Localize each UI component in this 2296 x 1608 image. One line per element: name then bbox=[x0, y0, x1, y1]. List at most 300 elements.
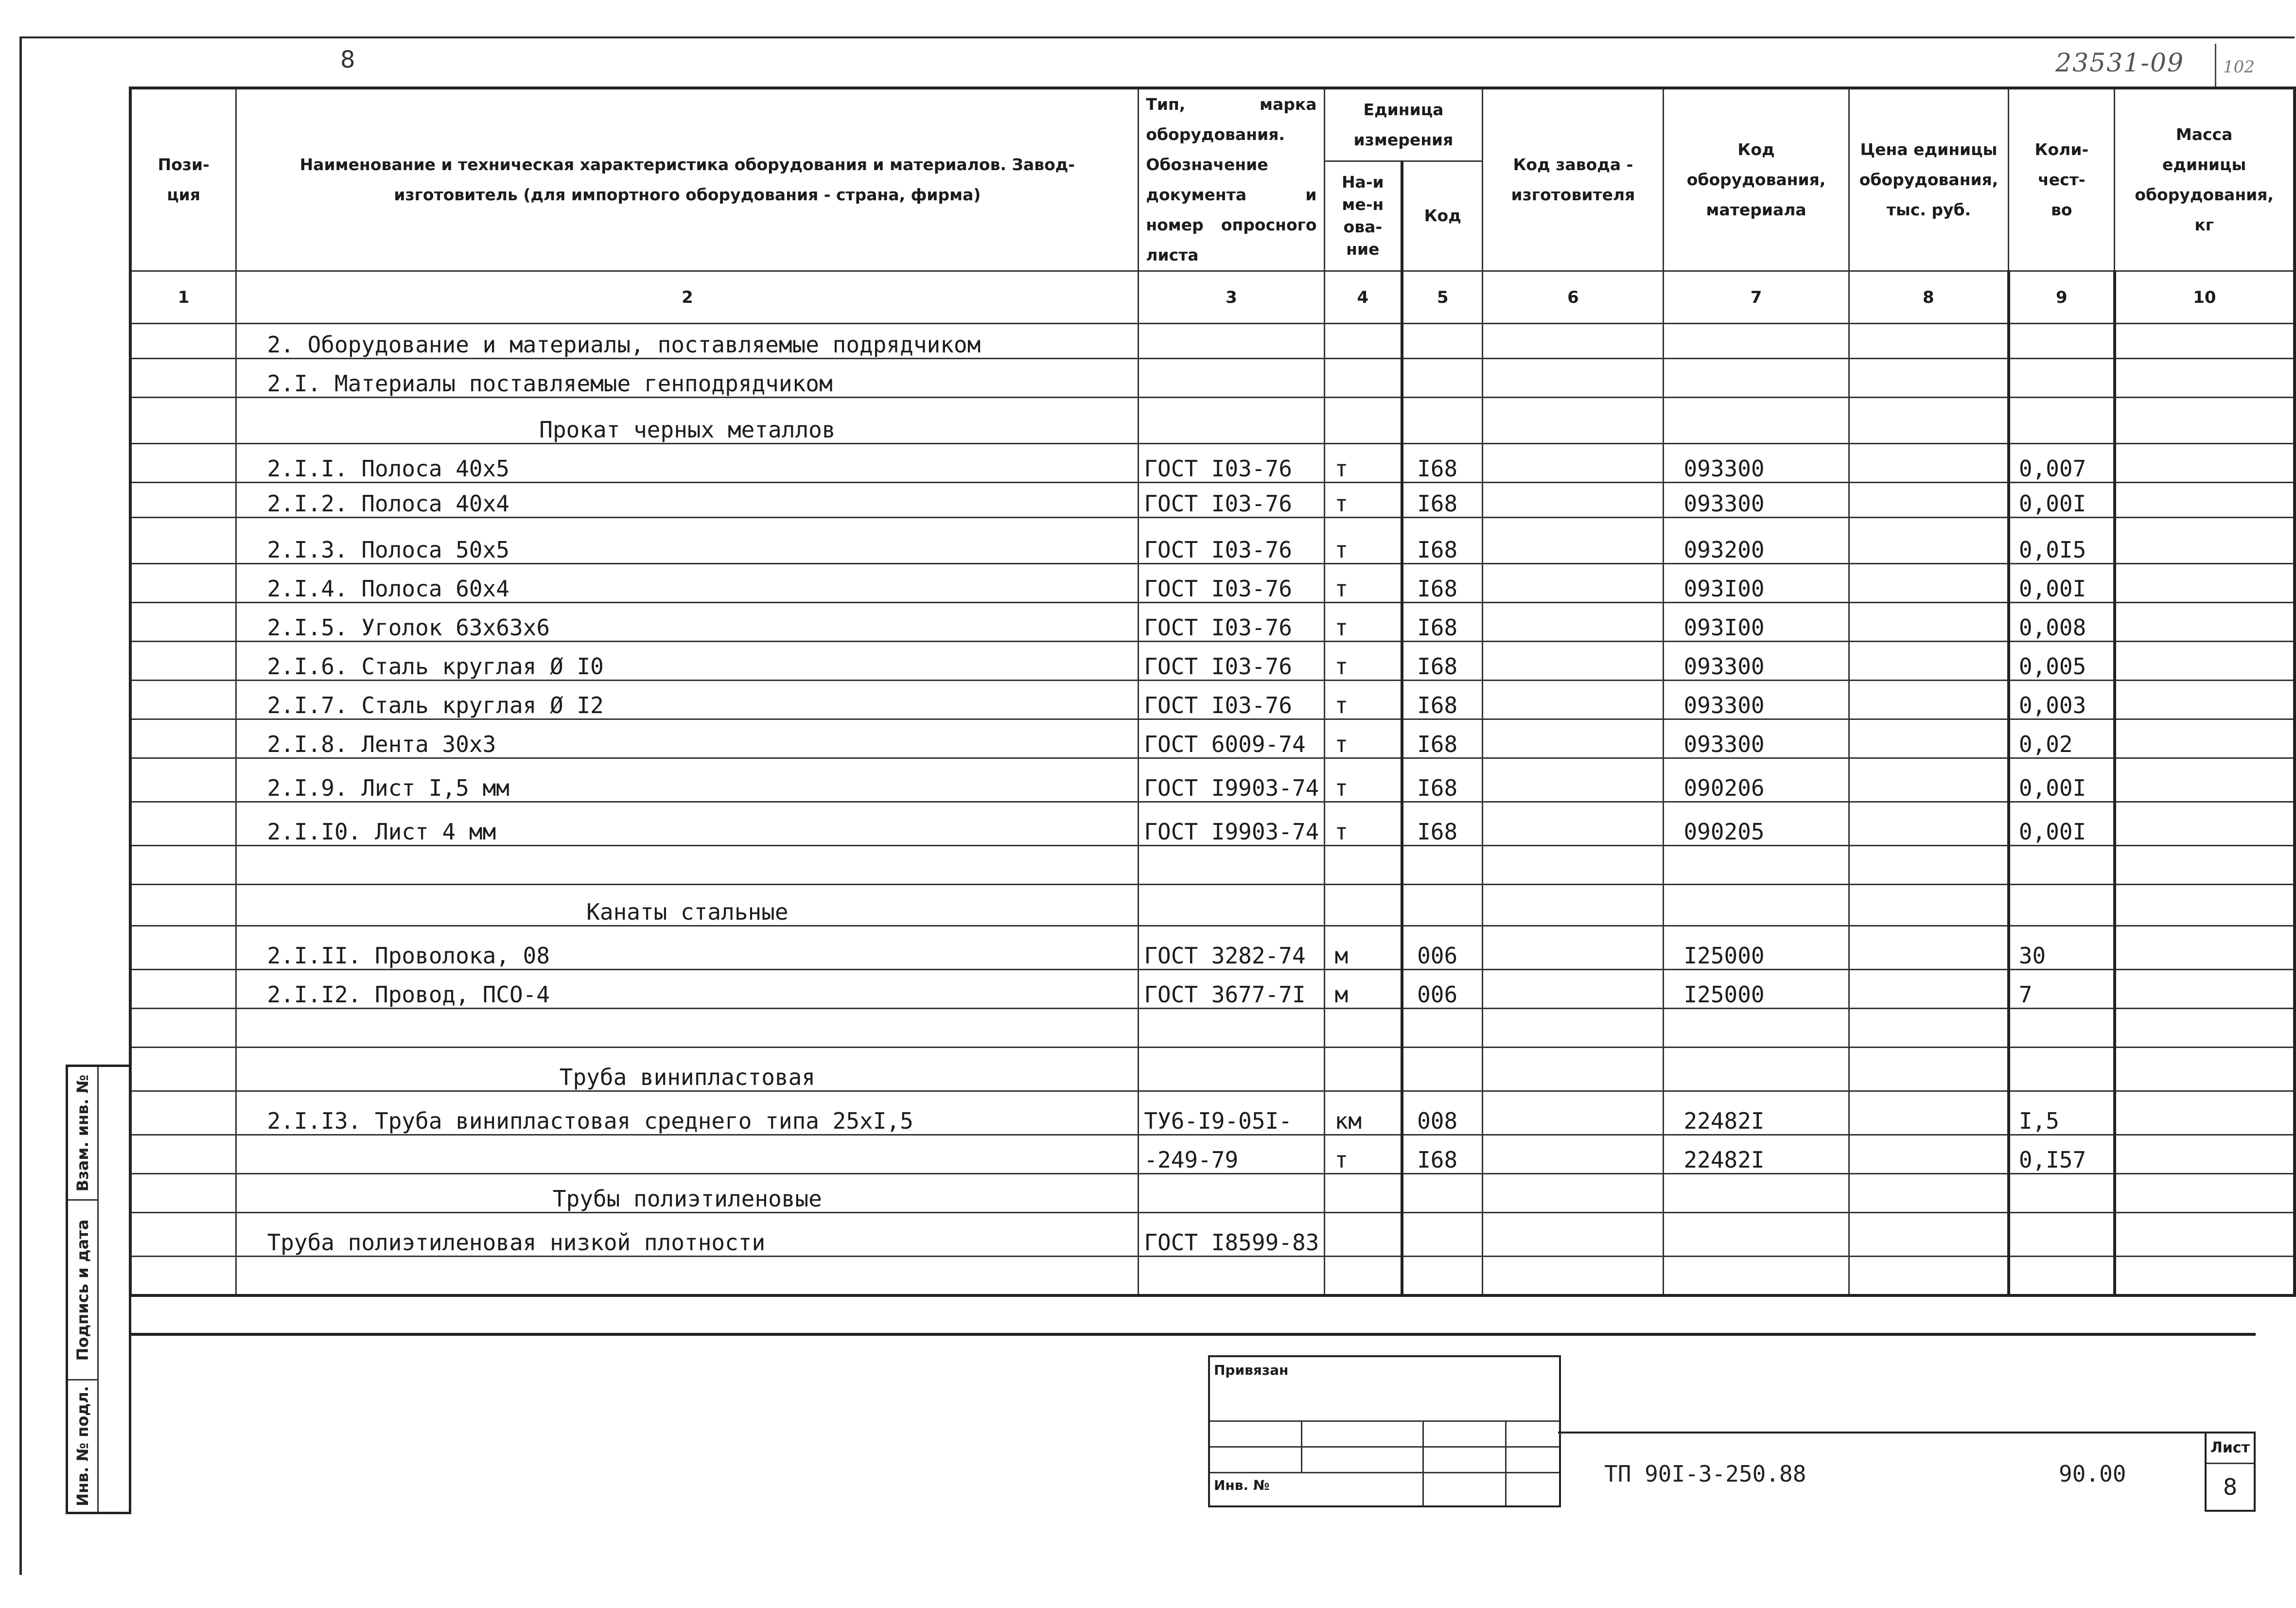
table-row bbox=[130, 518, 2295, 564]
item-unit bbox=[1324, 398, 1402, 444]
item-unit-code: I68 bbox=[1402, 1135, 1483, 1174]
empty-cell bbox=[1483, 970, 1664, 1009]
item-material-code: 093300 bbox=[1664, 483, 1849, 518]
item-unit: км bbox=[1324, 1091, 1402, 1135]
item-quantity: 0,008 bbox=[2009, 603, 2115, 642]
table-row bbox=[130, 1213, 2295, 1257]
attachment-stamp bbox=[1208, 1355, 1561, 1507]
empty-cell bbox=[2115, 324, 2295, 359]
table-row bbox=[130, 681, 2295, 719]
item-quantity: 0,00I bbox=[2009, 758, 2115, 802]
item-unit bbox=[1324, 1048, 1402, 1091]
item-name: Прокат черных металлов bbox=[236, 398, 1139, 444]
item-document bbox=[1139, 1009, 1324, 1048]
item-unit bbox=[1324, 885, 1402, 926]
empty-cell bbox=[130, 846, 236, 885]
col-number: 8 bbox=[1849, 271, 2009, 324]
side-inv-original: Инв. № подл. bbox=[73, 1386, 92, 1506]
empty-cell bbox=[2115, 681, 2295, 719]
item-document: ГОСТ I03-76 bbox=[1139, 564, 1324, 603]
item-unit bbox=[1324, 324, 1402, 359]
item-unit: м bbox=[1324, 926, 1402, 970]
item-quantity bbox=[2009, 398, 2115, 444]
item-name: 2.I. Материалы поставляемые генподрядчиком bbox=[236, 359, 1139, 398]
table-row bbox=[130, 719, 2295, 758]
item-document bbox=[1139, 398, 1324, 444]
item-name: 2.I.9. Лист I,5 мм bbox=[236, 758, 1139, 802]
item-material-code: I25000 bbox=[1664, 970, 1849, 1009]
item-document: ГОСТ I03-76 bbox=[1139, 444, 1324, 483]
col-number: 6 bbox=[1483, 271, 1664, 324]
item-name: Канаты стальные bbox=[236, 885, 1139, 926]
item-quantity bbox=[2009, 1174, 2115, 1213]
item-name: 2.I.I2. Провод, ПСО-4 bbox=[236, 970, 1139, 1009]
item-unit-code bbox=[1402, 398, 1483, 444]
empty-cell bbox=[2115, 719, 2295, 758]
item-unit-code: I68 bbox=[1402, 603, 1483, 642]
item-quantity bbox=[2009, 885, 2115, 926]
title-block-divider bbox=[1558, 1432, 2205, 1433]
empty-cell bbox=[1849, 1048, 2009, 1091]
item-material-code bbox=[1664, 1009, 1849, 1048]
item-name: Труба винипластовая bbox=[236, 1048, 1139, 1091]
item-name: 2.I.4. Полоса 60x4 bbox=[236, 564, 1139, 603]
item-name: 2.I.5. Уголок 63x63x6 bbox=[236, 603, 1139, 642]
item-unit-code: I68 bbox=[1402, 642, 1483, 681]
empty-cell bbox=[2115, 802, 2295, 846]
item-document: ГОСТ I03-76 bbox=[1139, 518, 1324, 564]
table-row bbox=[130, 398, 2295, 444]
empty-cell bbox=[1483, 885, 1664, 926]
item-document: ГОСТ 3677-7I bbox=[1139, 970, 1324, 1009]
item-document bbox=[1139, 885, 1324, 926]
item-name: Трубы полиэтиленовые bbox=[236, 1174, 1139, 1213]
col-header-factory-code: Код завода - изготовителя bbox=[1483, 88, 1664, 271]
item-quantity: 0,02 bbox=[2009, 719, 2115, 758]
empty-cell bbox=[1483, 1009, 1664, 1048]
item-unit: т bbox=[1324, 564, 1402, 603]
item-name: 2.I.7. Сталь круглая Ø I2 bbox=[236, 681, 1139, 719]
item-unit: т bbox=[1324, 1135, 1402, 1174]
empty-cell bbox=[1849, 564, 2009, 603]
empty-cell bbox=[1483, 564, 1664, 603]
item-quantity: 0,00I bbox=[2009, 483, 2115, 518]
empty-cell bbox=[1849, 603, 2009, 642]
empty-cell bbox=[1849, 1135, 2009, 1174]
empty-cell bbox=[1849, 444, 2009, 483]
item-material-code bbox=[1664, 1174, 1849, 1213]
item-material-code: 22482I bbox=[1664, 1091, 1849, 1135]
item-unit-code bbox=[1402, 324, 1483, 359]
item-name: 2.I.3. Полоса 50x5 bbox=[236, 518, 1139, 564]
empty-cell bbox=[1849, 681, 2009, 719]
item-document: ГОСТ I9903-74 bbox=[1139, 802, 1324, 846]
empty-cell bbox=[2115, 926, 2295, 970]
empty-cell bbox=[1483, 444, 1664, 483]
empty-cell bbox=[2115, 518, 2295, 564]
item-unit bbox=[1324, 1009, 1402, 1048]
item-quantity: 30 bbox=[2009, 926, 2115, 970]
empty-cell bbox=[2115, 444, 2295, 483]
empty-cell bbox=[130, 1213, 236, 1257]
item-document: ГОСТ 3282-74 bbox=[1139, 926, 1324, 970]
attached-label: Привязан bbox=[1209, 1356, 1560, 1421]
empty-cell bbox=[1849, 1213, 2009, 1257]
item-unit-code: I68 bbox=[1402, 719, 1483, 758]
item-unit-code bbox=[1402, 1257, 1483, 1295]
table-row bbox=[130, 642, 2295, 681]
item-material-code: 093300 bbox=[1664, 444, 1849, 483]
empty-cell bbox=[2115, 603, 2295, 642]
item-material-code: 090205 bbox=[1664, 802, 1849, 846]
side-approval-strip bbox=[66, 1065, 131, 1514]
project-designation: ТП 90I-3-250.88 bbox=[1604, 1461, 1806, 1487]
empty-cell bbox=[2115, 1091, 2295, 1135]
empty-cell bbox=[130, 719, 236, 758]
document-number: 23531-09 bbox=[2055, 49, 2185, 78]
empty-cell bbox=[130, 885, 236, 926]
col-header-mass: Масса единицы оборудования, кг bbox=[2115, 88, 2295, 271]
item-unit bbox=[1324, 359, 1402, 398]
item-quantity: 0,003 bbox=[2009, 681, 2115, 719]
item-unit: т bbox=[1324, 483, 1402, 518]
item-document bbox=[1139, 1048, 1324, 1091]
corner-number: 102 bbox=[2215, 44, 2249, 87]
side-signature-date: Подпись и дата bbox=[68, 1201, 97, 1381]
empty-cell bbox=[2115, 398, 2295, 444]
item-name: 2.I.I3. Труба винипластовая среднего типа 25xI,5 bbox=[236, 1091, 1139, 1135]
item-unit-code: I68 bbox=[1402, 681, 1483, 719]
item-quantity bbox=[2009, 324, 2115, 359]
col-header-price: Цена единицы оборудования, тыс. руб. bbox=[1849, 88, 2009, 271]
empty-cell bbox=[1849, 719, 2009, 758]
item-unit-code bbox=[1402, 1174, 1483, 1213]
item-unit: т bbox=[1324, 642, 1402, 681]
empty-cell bbox=[1849, 642, 2009, 681]
empty-cell bbox=[1483, 1048, 1664, 1091]
table-row bbox=[130, 324, 2295, 359]
item-material-code: I25000 bbox=[1664, 926, 1849, 970]
item-unit-code: 006 bbox=[1402, 926, 1483, 970]
item-quantity: 0,0I5 bbox=[2009, 518, 2115, 564]
item-unit-code bbox=[1402, 846, 1483, 885]
item-name: 2.I.I. Полоса 40x5 bbox=[236, 444, 1139, 483]
col-number: 1 bbox=[130, 271, 236, 324]
item-name: 2.I.2. Полоса 40x4 bbox=[236, 483, 1139, 518]
item-unit-code bbox=[1402, 1048, 1483, 1091]
empty-cell bbox=[2115, 642, 2295, 681]
empty-cell bbox=[2115, 1009, 2295, 1048]
item-unit bbox=[1324, 1174, 1402, 1213]
col-header-position: Пози- ция bbox=[130, 88, 236, 271]
item-document: ГОСТ I03-76 bbox=[1139, 681, 1324, 719]
empty-cell bbox=[1849, 359, 2009, 398]
empty-cell bbox=[130, 1091, 236, 1135]
item-name bbox=[236, 1009, 1139, 1048]
item-material-code: 093200 bbox=[1664, 518, 1849, 564]
item-document bbox=[1139, 359, 1324, 398]
item-quantity: I,5 bbox=[2009, 1091, 2115, 1135]
table-row bbox=[130, 1091, 2295, 1135]
item-quantity bbox=[2009, 1257, 2115, 1295]
empty-cell bbox=[1849, 398, 2009, 444]
item-document: ГОСТ I9903-74 bbox=[1139, 758, 1324, 802]
empty-cell bbox=[1483, 1257, 1664, 1295]
empty-cell bbox=[130, 359, 236, 398]
item-material-code: 093I00 bbox=[1664, 564, 1849, 603]
empty-cell bbox=[1483, 1135, 1664, 1174]
item-quantity bbox=[2009, 1009, 2115, 1048]
empty-cell bbox=[130, 926, 236, 970]
col-number: 9 bbox=[2009, 271, 2115, 324]
item-name: Труба полиэтиленовая низкой плотности bbox=[236, 1213, 1139, 1257]
empty-cell bbox=[130, 1174, 236, 1213]
empty-cell bbox=[2115, 758, 2295, 802]
empty-cell bbox=[130, 681, 236, 719]
empty-cell bbox=[1849, 970, 2009, 1009]
item-material-code bbox=[1664, 1213, 1849, 1257]
item-unit-code: I68 bbox=[1402, 444, 1483, 483]
empty-cell bbox=[2115, 359, 2295, 398]
section-code: 90.00 bbox=[2059, 1461, 2126, 1487]
empty-cell bbox=[130, 398, 236, 444]
empty-cell bbox=[1849, 885, 2009, 926]
table-row bbox=[130, 758, 2295, 802]
item-quantity bbox=[2009, 1048, 2115, 1091]
col-number: 7 bbox=[1664, 271, 1849, 324]
item-name: 2. Оборудование и материалы, поставляемые подрядчиком bbox=[236, 324, 1139, 359]
table-row bbox=[130, 1257, 2295, 1295]
empty-cell bbox=[1483, 926, 1664, 970]
empty-cell bbox=[1849, 1091, 2009, 1135]
sheet-number: 8 bbox=[2223, 1474, 2238, 1500]
empty-cell bbox=[1483, 802, 1664, 846]
item-quantity: 0,00I bbox=[2009, 564, 2115, 603]
col-header-unit-name: На-име-нова-ние bbox=[1324, 161, 1402, 271]
item-document bbox=[1139, 324, 1324, 359]
item-quantity: 0,I57 bbox=[2009, 1135, 2115, 1174]
item-unit bbox=[1324, 1213, 1402, 1257]
empty-cell bbox=[1483, 758, 1664, 802]
empty-cell bbox=[1849, 324, 2009, 359]
table-row bbox=[130, 444, 2295, 483]
item-unit-code: I68 bbox=[1402, 802, 1483, 846]
empty-cell bbox=[1483, 324, 1664, 359]
table-row bbox=[130, 846, 2295, 885]
item-document bbox=[1139, 846, 1324, 885]
item-unit-code bbox=[1402, 1009, 1483, 1048]
item-material-code: 090206 bbox=[1664, 758, 1849, 802]
empty-cell bbox=[130, 444, 236, 483]
item-document: ГОСТ 6009-74 bbox=[1139, 719, 1324, 758]
col-number: 5 bbox=[1402, 271, 1483, 324]
item-unit-code bbox=[1402, 885, 1483, 926]
empty-cell bbox=[1483, 359, 1664, 398]
item-unit: т bbox=[1324, 518, 1402, 564]
item-quantity: 0,005 bbox=[2009, 642, 2115, 681]
item-material-code: 22482I bbox=[1664, 1135, 1849, 1174]
empty-cell bbox=[1483, 398, 1664, 444]
item-unit bbox=[1324, 846, 1402, 885]
empty-cell bbox=[1849, 1257, 2009, 1295]
empty-cell bbox=[1849, 1174, 2009, 1213]
empty-cell bbox=[2115, 564, 2295, 603]
col-number: 10 bbox=[2115, 271, 2295, 324]
empty-cell bbox=[1483, 483, 1664, 518]
item-unit: т bbox=[1324, 758, 1402, 802]
empty-cell bbox=[1483, 681, 1664, 719]
item-unit-code: 008 bbox=[1402, 1091, 1483, 1135]
item-material-code bbox=[1664, 1048, 1849, 1091]
empty-cell bbox=[1483, 846, 1664, 885]
table-row bbox=[130, 483, 2295, 518]
item-document bbox=[1139, 1257, 1324, 1295]
empty-cell bbox=[1849, 758, 2009, 802]
item-name bbox=[236, 1135, 1139, 1174]
table-row bbox=[130, 1135, 2295, 1174]
empty-cell bbox=[1849, 846, 2009, 885]
empty-cell bbox=[1483, 518, 1664, 564]
empty-cell bbox=[2115, 1174, 2295, 1213]
empty-cell bbox=[1849, 802, 2009, 846]
empty-cell bbox=[2115, 1135, 2295, 1174]
empty-cell bbox=[130, 603, 236, 642]
empty-cell bbox=[130, 1048, 236, 1091]
empty-cell bbox=[2115, 1257, 2295, 1295]
item-document: ГОСТ I03-76 bbox=[1139, 642, 1324, 681]
empty-cell bbox=[130, 518, 236, 564]
empty-cell bbox=[1849, 1009, 2009, 1048]
item-material-code: 093I00 bbox=[1664, 603, 1849, 642]
col-number: 3 bbox=[1139, 271, 1324, 324]
table-row bbox=[130, 1009, 2295, 1048]
item-name bbox=[236, 846, 1139, 885]
col-header-equipment-code: Код оборудования, материала bbox=[1664, 88, 1849, 271]
item-unit-code: I68 bbox=[1402, 483, 1483, 518]
item-material-code: 093300 bbox=[1664, 642, 1849, 681]
col-number: 2 bbox=[236, 271, 1139, 324]
table-row bbox=[130, 1048, 2295, 1091]
empty-cell bbox=[1483, 1091, 1664, 1135]
table-row bbox=[130, 802, 2295, 846]
item-document: ТУ6-I9-05I- bbox=[1139, 1091, 1324, 1135]
item-unit-code: I68 bbox=[1402, 564, 1483, 603]
side-inv-replace: Взам. инв. № bbox=[68, 1067, 97, 1201]
item-document: ГОСТ I03-76 bbox=[1139, 603, 1324, 642]
item-unit-code: 006 bbox=[1402, 970, 1483, 1009]
item-document: -249-79 bbox=[1139, 1135, 1324, 1174]
empty-cell bbox=[1849, 926, 2009, 970]
empty-cell bbox=[130, 758, 236, 802]
item-quantity bbox=[2009, 359, 2115, 398]
table-row bbox=[130, 359, 2295, 398]
table-row bbox=[130, 1174, 2295, 1213]
item-name: 2.I.6. Сталь круглая Ø I0 bbox=[236, 642, 1139, 681]
item-material-code bbox=[1664, 1257, 1849, 1295]
table-row bbox=[130, 564, 2295, 603]
item-name bbox=[236, 1257, 1139, 1295]
item-material-code: 093300 bbox=[1664, 719, 1849, 758]
empty-cell bbox=[2115, 970, 2295, 1009]
empty-cell bbox=[130, 1009, 236, 1048]
item-document: ГОСТ I03-76 bbox=[1139, 483, 1324, 518]
item-material-code bbox=[1664, 324, 1849, 359]
empty-cell bbox=[2115, 1048, 2295, 1091]
empty-cell bbox=[1483, 719, 1664, 758]
table-body bbox=[130, 324, 2295, 1295]
empty-cell bbox=[1483, 603, 1664, 642]
item-unit: т bbox=[1324, 719, 1402, 758]
item-material-code bbox=[1664, 398, 1849, 444]
item-name: 2.I.8. Лента 30x3 bbox=[236, 719, 1139, 758]
inventory-label: Инв. № bbox=[1209, 1473, 1423, 1507]
item-quantity bbox=[2009, 1213, 2115, 1257]
empty-cell bbox=[1483, 1213, 1664, 1257]
col-number: 4 bbox=[1324, 271, 1402, 324]
table-row bbox=[130, 970, 2295, 1009]
item-name: 2.I.I0. Лист 4 мм bbox=[236, 802, 1139, 846]
empty-cell bbox=[130, 802, 236, 846]
empty-cell bbox=[1483, 642, 1664, 681]
col-header-unit-code: Код bbox=[1402, 161, 1483, 271]
empty-cell bbox=[130, 1257, 236, 1295]
item-unit: м bbox=[1324, 970, 1402, 1009]
empty-cell bbox=[1483, 1174, 1664, 1213]
item-unit-code: I68 bbox=[1402, 758, 1483, 802]
empty-cell bbox=[130, 483, 236, 518]
col-header-type: Тип, марка оборудования. Обозначение документа и номер опросного листа bbox=[1139, 88, 1324, 271]
item-unit-code bbox=[1402, 359, 1483, 398]
item-unit: т bbox=[1324, 603, 1402, 642]
item-material-code: 093300 bbox=[1664, 681, 1849, 719]
col-header-name: Наименование и техническая характеристика оборудования и материалов. Завод-изготовитель (для импортного оборудования - страна, фирма) bbox=[236, 88, 1139, 271]
empty-cell bbox=[130, 970, 236, 1009]
item-quantity: 7 bbox=[2009, 970, 2115, 1009]
empty-cell bbox=[130, 324, 236, 359]
empty-cell bbox=[130, 1135, 236, 1174]
table-row bbox=[130, 603, 2295, 642]
item-quantity: 0,00I bbox=[2009, 802, 2115, 846]
col-header-unit: Единица измерения bbox=[1324, 88, 1483, 161]
table-row bbox=[130, 926, 2295, 970]
item-unit: т bbox=[1324, 681, 1402, 719]
item-unit-code bbox=[1402, 1213, 1483, 1257]
item-name: 2.I.II. Проволока, 08 bbox=[236, 926, 1139, 970]
empty-cell bbox=[1849, 518, 2009, 564]
item-quantity: 0,007 bbox=[2009, 444, 2115, 483]
item-material-code bbox=[1664, 885, 1849, 926]
item-unit: т bbox=[1324, 444, 1402, 483]
item-material-code bbox=[1664, 359, 1849, 398]
empty-cell bbox=[2115, 846, 2295, 885]
empty-cell bbox=[130, 564, 236, 603]
title-block bbox=[129, 1333, 2256, 1513]
sheet-label: Лист bbox=[2207, 1433, 2254, 1464]
item-material-code bbox=[1664, 846, 1849, 885]
item-unit: т bbox=[1324, 802, 1402, 846]
empty-cell bbox=[130, 642, 236, 681]
empty-cell bbox=[2115, 1213, 2295, 1257]
empty-cell bbox=[2115, 885, 2295, 926]
empty-cell bbox=[2115, 483, 2295, 518]
item-unit bbox=[1324, 1257, 1402, 1295]
col-header-quantity: Коли-чест-во bbox=[2009, 88, 2115, 271]
item-quantity bbox=[2009, 846, 2115, 885]
page-number: 8 bbox=[340, 46, 355, 73]
specification-table bbox=[129, 87, 2296, 1297]
sheet-number-box bbox=[2205, 1432, 2256, 1512]
item-document: ГОСТ I8599-83 bbox=[1139, 1213, 1324, 1257]
